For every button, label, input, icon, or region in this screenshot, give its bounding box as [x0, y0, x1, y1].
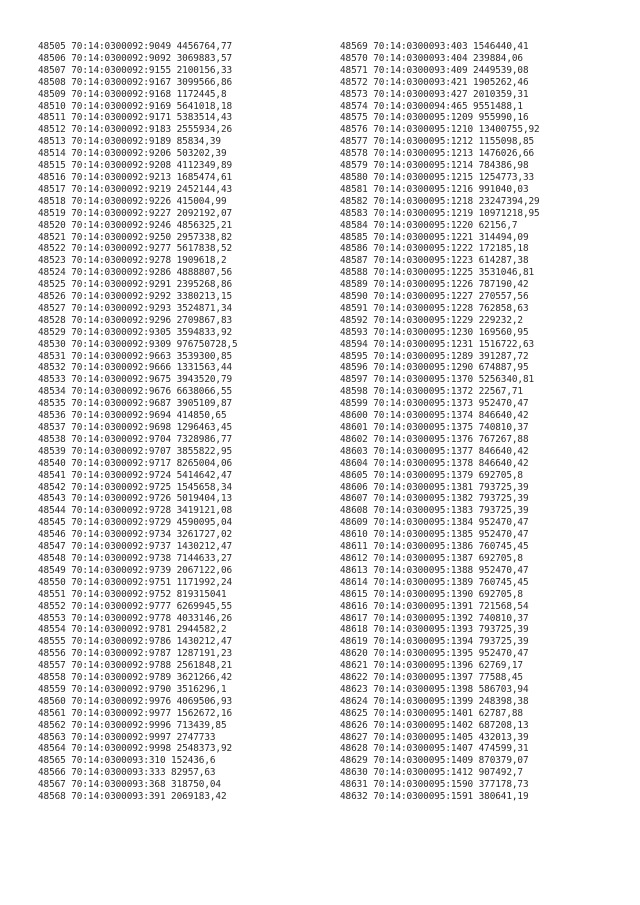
table-row: 48621 70:14:0300095:1396 62769,17 — [340, 660, 523, 672]
table-row: 48515 70:14:0300092:9208 4112349,89 — [38, 160, 233, 172]
table-row: 48543 70:14:0300092:9726 5019404,13 — [38, 493, 233, 505]
table-row: 48522 70:14:0300092:9277 5617838,52 — [38, 243, 233, 255]
table-row: 48544 70:14:0300092:9728 3419121,08 — [38, 505, 233, 517]
table-row: 48529 70:14:0300092:9305 3594833,92 — [38, 326, 233, 338]
table-row: 48595 70:14:0300095:1289 391287,72 — [340, 350, 529, 362]
table-row: 48603 70:14:0300095:1377 846640,42 — [340, 445, 529, 457]
table-row: 48520 70:14:0300092:9246 4856325,21 — [38, 219, 233, 231]
table-row: 48588 70:14:0300095:1225 3531046,81 — [340, 267, 535, 279]
table-row: 48573 70:14:0300093:427 2010359,31 — [340, 88, 529, 100]
table-row: 48524 70:14:0300092:9286 4888807,56 — [38, 267, 233, 279]
table-row: 48578 70:14:0300095:1213 1476026,66 — [340, 148, 535, 160]
table-row: 48574 70:14:0300094:465 9551488,1 — [340, 100, 523, 112]
table-row: 48589 70:14:0300095:1226 787190,42 — [340, 279, 529, 291]
table-row: 48586 70:14:0300095:1222 172185,18 — [340, 243, 529, 255]
table-row: 48539 70:14:0300092:9707 3855822,95 — [38, 445, 233, 457]
table-row: 48606 70:14:0300095:1381 793725,39 — [340, 481, 529, 493]
table-row: 48605 70:14:0300095:1379 692705,8 — [340, 469, 523, 481]
table-row: 48616 70:14:0300095:1391 721568,54 — [340, 600, 529, 612]
table-row: 48513 70:14:0300092:9189 85834,39 — [38, 136, 221, 148]
table-row: 48566 70:14:0300093:333 82957,63 — [38, 767, 216, 779]
table-row: 48507 70:14:0300092:9155 2100156,33 — [38, 64, 233, 76]
table-row: 48594 70:14:0300095:1231 1516722,63 — [340, 338, 535, 350]
table-row: 48509 70:14:0300092:9168 1172445,8 — [38, 88, 227, 100]
table-row: 48619 70:14:0300095:1394 793725,39 — [340, 636, 529, 648]
table-row: 48510 70:14:0300092:9169 5641018,18 — [38, 100, 233, 112]
table-row: 48568 70:14:0300093:391 2069183,42 — [38, 791, 227, 803]
table-row: 48631 70:14:0300095:1590 377178,73 — [340, 779, 529, 791]
table-row: 48575 70:14:0300095:1209 955990,16 — [340, 112, 529, 124]
table-row: 48570 70:14:0300093:404 239884,06 — [340, 52, 523, 64]
table-row: 48601 70:14:0300095:1375 740810,37 — [340, 422, 529, 433]
table-row: 48534 70:14:0300092:9676 6638066,55 — [38, 386, 233, 398]
table-row: 48511 70:14:0300092:9171 5383514,43 — [38, 112, 233, 124]
table-row: 48567 70:14:0300093:368 318750,04 — [38, 779, 221, 791]
table-row: 48632 70:14:0300095:1591 380641,19 — [340, 791, 529, 803]
table-row: 48533 70:14:0300092:9675 3943520,79 — [38, 374, 233, 386]
table-row: 48596 70:14:0300095:1290 674887,95 — [340, 362, 529, 374]
table-row: 48627 70:14:0300095:1405 432013,39 — [340, 731, 529, 743]
table-row: 48560 70:14:0300092:9976 4069506,93 — [38, 695, 233, 707]
table-row: 48630 70:14:0300095:1412 907492,7 — [340, 767, 523, 779]
table-row: 48516 70:14:0300092:9213 1685474,61 — [38, 171, 233, 183]
table-row: 48519 70:14:0300092:9227 2092192,07 — [38, 207, 233, 219]
table-row: 48506 70:14:0300092:9092 3069883,57 — [38, 52, 233, 64]
table-row: 48571 70:14:0300093:409 2449539,08 — [340, 64, 529, 76]
table-row: 48617 70:14:0300095:1392 740810,37 — [340, 612, 529, 624]
table-row: 48602 70:14:0300095:1376 767267,88 — [340, 433, 529, 445]
table-row: 48576 70:14:0300095:1210 13400755,92 — [340, 124, 540, 136]
table-row: 48527 70:14:0300092:9293 3524871,34 — [38, 302, 233, 314]
table-row: 48561 70:14:0300092:9977 1562672,16 — [38, 707, 233, 719]
table-row: 48558 70:14:0300092:9789 3621266,42 — [38, 672, 233, 684]
table-row: 48542 70:14:0300092:9725 1545658,34 — [38, 481, 233, 493]
table-row: 48598 70:14:0300095:1372 22567,71 — [340, 386, 523, 398]
table-row: 48536 70:14:0300092:9694 414850,65 — [38, 410, 227, 422]
table-row: 48505 70:14:0300092:9049 4456764,77 — [38, 41, 233, 52]
table-row: 48547 70:14:0300092:9737 1430212,47 — [38, 541, 233, 553]
table-row: 48508 70:14:0300092:9167 3099566,86 — [38, 76, 233, 88]
table-row: 48609 70:14:0300095:1384 952470,47 — [340, 517, 529, 529]
table-row: 48530 70:14:0300092:9309 976750728,5 — [38, 338, 238, 350]
table-row: 48581 70:14:0300095:1216 991040,03 — [340, 183, 529, 195]
table-row: 48531 70:14:0300092:9663 3539300,85 — [38, 350, 233, 362]
table-row: 48564 70:14:0300092:9998 2548373,92 — [38, 743, 233, 755]
table-row: 48540 70:14:0300092:9717 8265004,06 — [38, 457, 233, 469]
table-row: 48579 70:14:0300095:1214 784386,98 — [340, 160, 529, 172]
table-row: 48615 70:14:0300095:1390 692705,8 — [340, 588, 523, 600]
table-row: 48523 70:14:0300092:9278 1909618,2 — [38, 255, 227, 267]
right-column — [340, 41, 540, 803]
table-row: 48537 70:14:0300092:9698 1296463,45 — [38, 422, 233, 433]
table-row: 48559 70:14:0300092:9790 3516296,1 — [38, 683, 227, 695]
table-row: 48585 70:14:0300095:1221 314494,09 — [340, 231, 529, 243]
table-row: 48548 70:14:0300092:9738 7144633,27 — [38, 552, 233, 564]
table-row: 48552 70:14:0300092:9777 6269945,55 — [38, 600, 233, 612]
table-row: 48580 70:14:0300095:1215 1254773,33 — [340, 171, 535, 183]
table-row: 48541 70:14:0300092:9724 5414642,47 — [38, 469, 233, 481]
table-row: 48629 70:14:0300095:1409 870379,07 — [340, 755, 529, 767]
table-row: 48525 70:14:0300092:9291 2395268,86 — [38, 279, 233, 291]
table-row: 48624 70:14:0300095:1399 248398,38 — [340, 695, 529, 707]
table-row: 48607 70:14:0300095:1382 793725,39 — [340, 493, 529, 505]
table-row: 48551 70:14:0300092:9752 819315041 — [38, 588, 227, 600]
table-row: 48521 70:14:0300092:9250 2957338,82 — [38, 231, 233, 243]
table-row: 48582 70:14:0300095:1218 23247394,29 — [340, 195, 540, 207]
table-row: 48604 70:14:0300095:1378 846640,42 — [340, 457, 529, 469]
table-row: 48597 70:14:0300095:1370 5256340,81 — [340, 374, 535, 386]
table-row: 48620 70:14:0300095:1395 952470,47 — [340, 648, 529, 660]
table-row: 48526 70:14:0300092:9292 3380213,15 — [38, 291, 233, 303]
left-column — [38, 41, 238, 803]
table-row: 48572 70:14:0300093:421 1905262,46 — [340, 76, 529, 88]
table-row: 48563 70:14:0300092:9997 2747733 — [38, 731, 216, 743]
table-row: 48623 70:14:0300095:1398 586703,94 — [340, 683, 529, 695]
table-row: 48569 70:14:0300093:403 1546440,41 — [340, 41, 529, 52]
table-row: 48599 70:14:0300095:1373 952470,47 — [340, 398, 529, 410]
table-row: 48553 70:14:0300092:9778 4033146,26 — [38, 612, 233, 624]
table-row: 48557 70:14:0300092:9788 2561848,21 — [38, 660, 233, 672]
table-row: 48600 70:14:0300095:1374 846640,42 — [340, 410, 529, 422]
table-row: 48587 70:14:0300095:1223 614287,38 — [340, 255, 529, 267]
table-row: 48583 70:14:0300095:1219 10971218,95 — [340, 207, 540, 219]
table-row: 48577 70:14:0300095:1212 1155098,85 — [340, 136, 535, 148]
table-row: 48556 70:14:0300092:9787 1287191,23 — [38, 648, 233, 660]
table-row: 48518 70:14:0300092:9226 415004,99 — [38, 195, 227, 207]
table-row: 48549 70:14:0300092:9739 2067122,06 — [38, 564, 233, 576]
table-row: 48584 70:14:0300095:1220 62156,7 — [340, 219, 518, 231]
table-row: 48550 70:14:0300092:9751 1171992,24 — [38, 576, 233, 588]
table-row: 48592 70:14:0300095:1229 229232,2 — [340, 314, 523, 326]
table-row: 48514 70:14:0300092:9206 503202,39 — [38, 148, 227, 160]
table-row: 48517 70:14:0300092:9219 2452144,43 — [38, 183, 233, 195]
table-row: 48591 70:14:0300095:1228 762858,63 — [340, 302, 529, 314]
table-row: 48608 70:14:0300095:1383 793725,39 — [340, 505, 529, 517]
table-row: 48528 70:14:0300092:9296 2709867,83 — [38, 314, 233, 326]
table-row: 48611 70:14:0300095:1386 760745,45 — [340, 541, 529, 553]
table-row: 48622 70:14:0300095:1397 77588,45 — [340, 672, 523, 684]
table-row: 48532 70:14:0300092:9666 1331563,44 — [38, 362, 233, 374]
table-row: 48555 70:14:0300092:9786 1430212,47 — [38, 636, 233, 648]
table-row: 48593 70:14:0300095:1230 169560,95 — [340, 326, 529, 338]
table-row: 48610 70:14:0300095:1385 952470,47 — [340, 529, 529, 541]
table-row: 48614 70:14:0300095:1389 760745,45 — [340, 576, 529, 588]
table-row: 48554 70:14:0300092:9781 2944582,2 — [38, 624, 227, 636]
table-row: 48562 70:14:0300092:9996 713439,85 — [38, 719, 227, 731]
table-row: 48565 70:14:0300093:310 152436,6 — [38, 755, 216, 767]
table-row: 48538 70:14:0300092:9704 7328986,77 — [38, 433, 233, 445]
table-row: 48626 70:14:0300095:1402 687208,13 — [340, 719, 529, 731]
table-row: 48625 70:14:0300095:1401 62787,88 — [340, 707, 523, 719]
table-row: 48590 70:14:0300095:1227 270557,56 — [340, 291, 529, 303]
table-row: 48618 70:14:0300095:1393 793725,39 — [340, 624, 529, 636]
table-row: 48613 70:14:0300095:1388 952470,47 — [340, 564, 529, 576]
table-row: 48546 70:14:0300092:9734 3261727,02 — [38, 529, 233, 541]
table-row: 48545 70:14:0300092:9729 4590095,04 — [38, 517, 233, 529]
table-row: 48628 70:14:0300095:1407 474599,31 — [340, 743, 529, 755]
table-row: 48612 70:14:0300095:1387 692705,8 — [340, 552, 523, 564]
table-row: 48535 70:14:0300092:9687 3905109,87 — [38, 398, 233, 410]
table-row: 48512 70:14:0300092:9183 2555934,26 — [38, 124, 233, 136]
